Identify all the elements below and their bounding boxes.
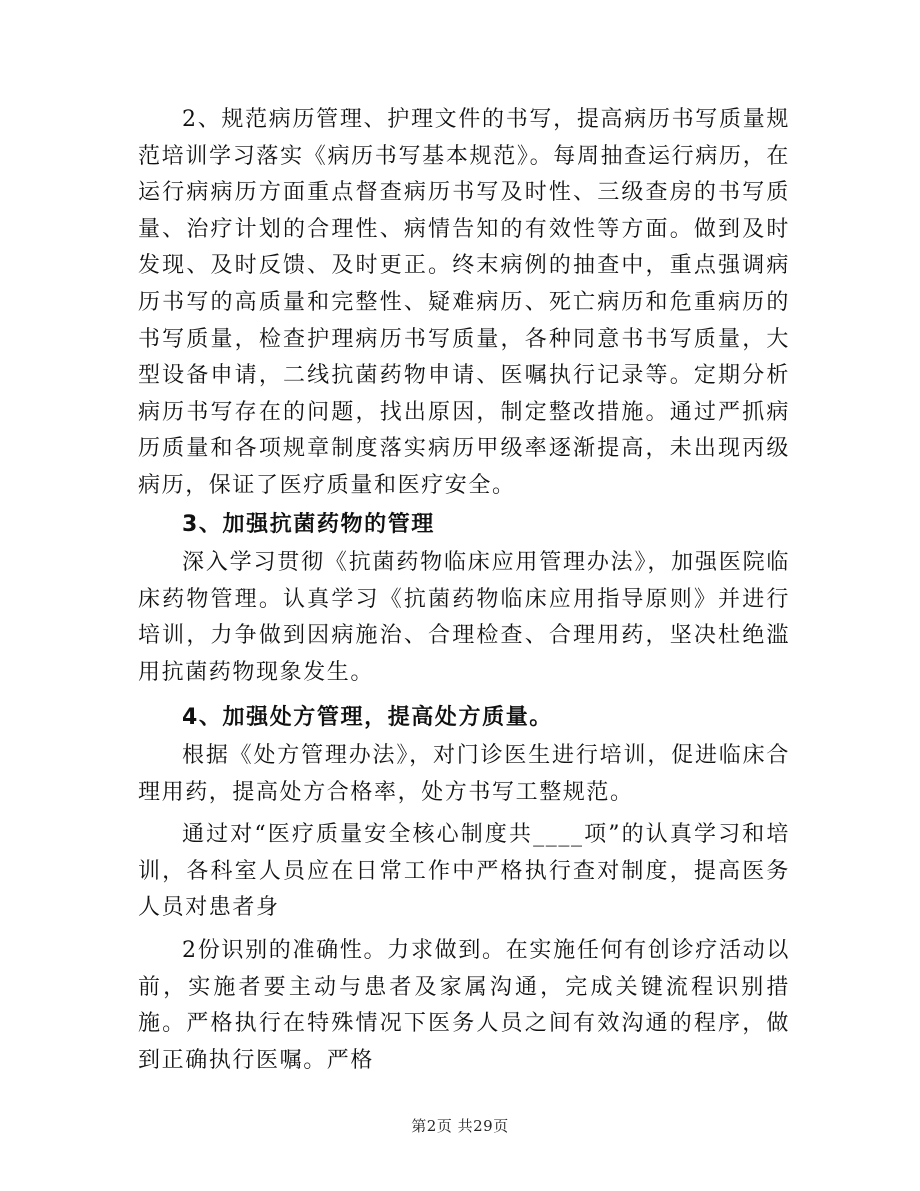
document-body xyxy=(138,102,790,1079)
paragraph-medical-records: 2、规范病历管理、护理文件的书写，提高病历书写质量规范培训学习落实《病历书写基本规范》。每周抽查运行病历，在运行病病历方面重点督查病历书写及时性、三级查房的书写质量、治疗计划的合理性、病情告知的有效性等方面。做到及时发现、及时反馈、及时更正。终末病例的抽查中，重点强调病历书写的高质量和完整性、疑难病历、死亡病历和危重病历的书写质量，检查护理病历书写质量，各种同意书书写质量，大型设备申请，二线抗菌药物申请、医嘱执行记录等。定期分析病历书写存在的问题，找出原因，制定整改措施。通过严抓病历质量和各项规章制度落实病历甲级率逐渐提高，未出现丙级病历，保证了医疗质量和医疗安全。 xyxy=(138,107,790,498)
paragraph-prescription-management: 根据《处方管理办法》，对门诊医生进行培训，促进临床合理用药，提高处方合格率，处方书写工整规范。 xyxy=(138,743,790,805)
paragraph-identity-verification: 2份识别的准确性。力求做到。在实施任何有创诊疗活动以前，实施者要主动与患者及家属沟通，完成关键流程识别措施。严格执行在特殊情况下医务人员之间有效沟通的程序，做到正确执行医嘱。严格 xyxy=(138,938,790,1073)
page-number-footer: 第2页 共29页 xyxy=(411,1117,509,1135)
paragraph-core-system-training: 通过对“医疗质量安全核心制度共____项”的认真学习和培训，各科室人员应在日常工作中严格执行查对制度，提高医务人员对患者身 xyxy=(138,822,790,921)
paragraph-antibacterial-drugs: 深入学习贯彻《抗菌药物临床应用管理办法》，加强医院临床药物管理。认真学习《抗菌药物临床应用指导原则》并进行培训，力争做到因病施治、合理检查、合理用药，坚决杜绝滥用抗菌药物现象发生。 xyxy=(138,550,790,685)
heading-prescription-management: 4、加强处方管理，提高处方质量。 xyxy=(182,704,553,730)
heading-antibacterial-drugs: 3、加强抗菌药物的管理 xyxy=(182,511,435,537)
